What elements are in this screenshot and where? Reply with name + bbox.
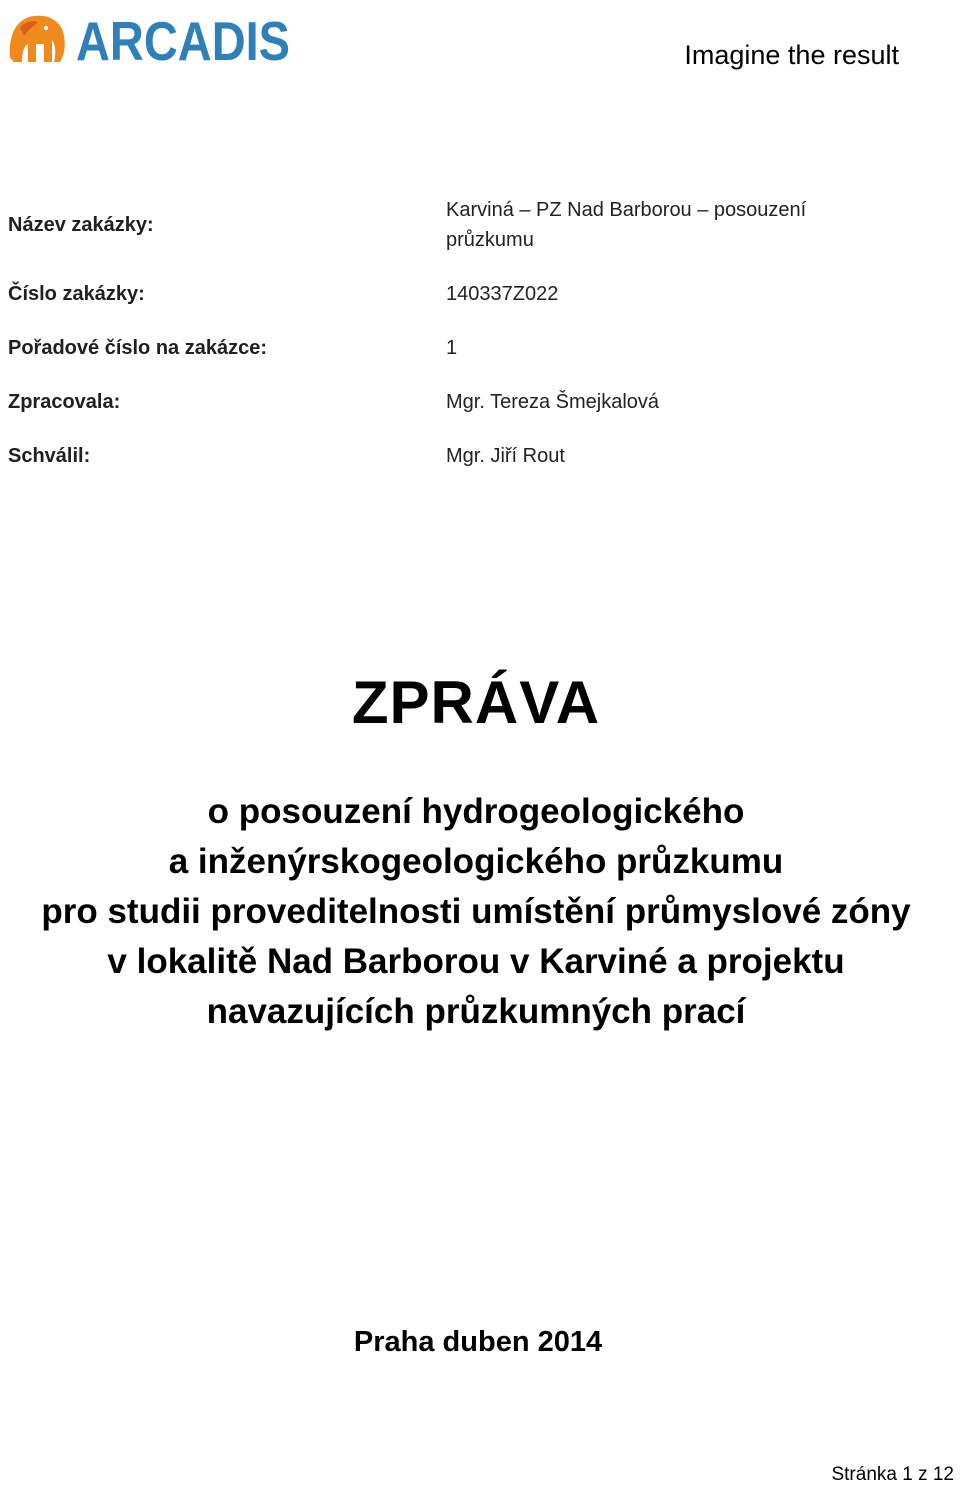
order-name-value-line1: Karviná – PZ Nad Barborou – posouzení bbox=[446, 199, 807, 221]
order-number-label: Číslo zakázky: bbox=[8, 283, 145, 305]
order-number-value: 140337Z022 bbox=[446, 283, 559, 305]
logo-text: ARCADIS bbox=[76, 10, 290, 72]
approved-value: Mgr. Jiří Rout bbox=[446, 445, 565, 467]
prepared-value: Mgr. Tereza Šmejkalová bbox=[446, 391, 660, 413]
prepared-label: Zpracovala: bbox=[8, 391, 121, 413]
sequence-label: Pořadové číslo na zakázce: bbox=[8, 337, 268, 359]
subtitle-line: o posouzení hydrogeologického bbox=[207, 792, 745, 831]
subtitle-line: pro studii proveditelnosti umístění průmyslové zóny bbox=[41, 892, 911, 931]
tagline: Imagine the result bbox=[684, 40, 899, 70]
arcadis-logo bbox=[6, 6, 296, 70]
document-subtitle bbox=[0, 787, 952, 1037]
subtitle-line: navazujících průzkumných prací bbox=[206, 992, 746, 1031]
sequence-value: 1 bbox=[446, 337, 458, 359]
order-name-value-line2: průzkumu bbox=[446, 229, 534, 251]
order-name-label: Název zakázky: bbox=[8, 214, 154, 236]
document-title: ZPRÁVA bbox=[351, 669, 601, 736]
subtitle-line: a inženýrskogeologického průzkumu bbox=[168, 842, 784, 881]
approved-label: Schválil: bbox=[8, 445, 91, 467]
elephant-logo-icon bbox=[6, 6, 296, 70]
place-date: Praha duben 2014 bbox=[353, 1326, 603, 1358]
subtitle-line: v lokalitě Nad Barborou v Karviné a projektu bbox=[107, 942, 845, 981]
page-number: Stránka 1 z 12 bbox=[831, 1464, 954, 1485]
